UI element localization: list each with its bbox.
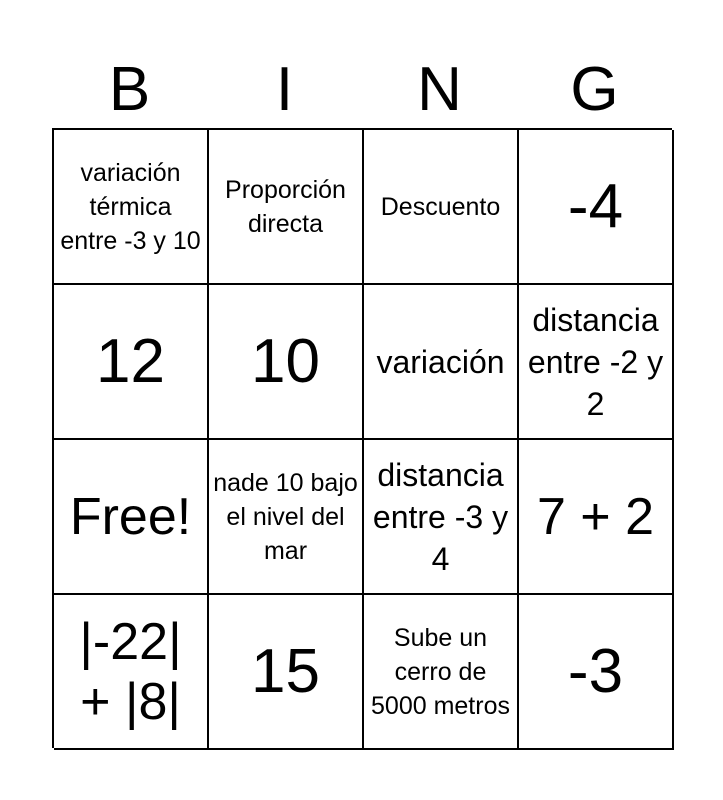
header-letter-i: I [275, 55, 294, 124]
cell-text: Descuento [380, 192, 501, 221]
cell-text: 10 [251, 326, 320, 396]
bingo-cell[interactable] [519, 440, 674, 595]
bingo-cell-free[interactable] [54, 440, 209, 595]
bingo-cell[interactable] [364, 595, 519, 750]
bingo-cell[interactable] [209, 440, 364, 595]
cell-text: distancia entre -2 y 2 [527, 301, 664, 422]
cell-text: 12 [96, 326, 165, 396]
cell-text: -3 [567, 636, 624, 706]
cell-text: distancia entre -3 y 4 [372, 456, 509, 577]
cell-text: Sube un cerro de 5000 metros [371, 623, 510, 720]
header-letter-n: N [417, 55, 462, 124]
cell-text: 7 + 2 [536, 487, 655, 546]
bingo-cell[interactable] [364, 130, 519, 285]
bingo-cell[interactable] [364, 440, 519, 595]
bingo-cell[interactable] [54, 130, 209, 285]
bingo-cell[interactable] [364, 285, 519, 440]
cell-text: Free! [69, 487, 192, 546]
bingo-cell[interactable] [519, 595, 674, 750]
bingo-cell[interactable] [54, 595, 209, 750]
bingo-cell[interactable] [519, 130, 674, 285]
cell-text: nade 10 bajo el nivel del mar [213, 468, 358, 565]
cell-text: Proporción directa [225, 175, 346, 238]
bingo-header [52, 52, 672, 128]
cell-text: |-22| + |8| [79, 612, 182, 731]
cell-text: variación [376, 343, 505, 380]
cell-text: 15 [251, 636, 320, 706]
cell-text: -4 [567, 171, 624, 241]
bingo-board [52, 128, 672, 748]
header-letter-g: G [570, 55, 619, 124]
header-letter-b: B [108, 55, 151, 124]
bingo-cell[interactable] [54, 285, 209, 440]
bingo-cell[interactable] [209, 595, 364, 750]
bingo-cell[interactable] [209, 285, 364, 440]
cell-text: variación térmica entre -3 y 10 [60, 158, 201, 255]
bingo-cell[interactable] [209, 130, 364, 285]
bingo-cell[interactable] [519, 285, 674, 440]
